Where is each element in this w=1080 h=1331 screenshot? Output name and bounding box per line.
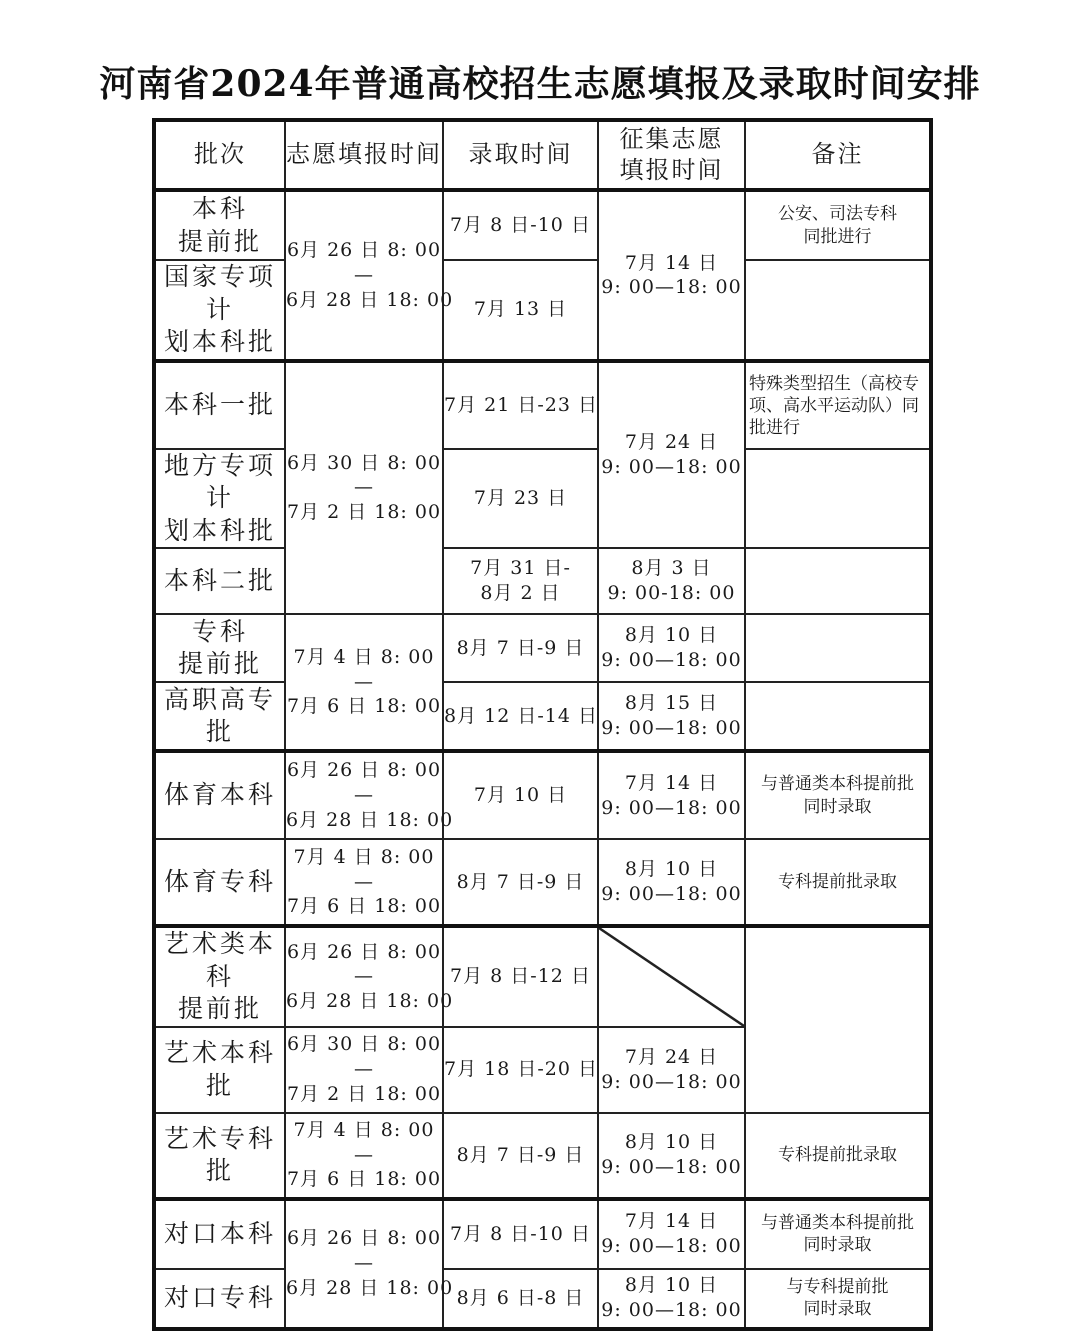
collect-hours: 9: 00—18: 00 <box>601 276 742 299</box>
note-cell-empty <box>745 260 931 361</box>
collect-time-cell <box>598 614 745 682</box>
table-row <box>154 449 931 549</box>
collect-time-cell <box>598 1027 745 1113</box>
fill-end: 6月 28 日 18: 00 <box>286 1276 454 1299</box>
collect-hours: 9: 00—18: 00 <box>601 1235 742 1257</box>
fill-end: 7月 2 日 18: 00 <box>286 1082 442 1105</box>
fill-start: 6月 26 日 8: 00 <box>286 759 442 782</box>
page-title: 河南省2024年普通高校招生志愿填报及录取时间安排 <box>99 63 981 105</box>
collect-date: 8月 15 日 <box>624 692 719 715</box>
note-cell: 特殊类型招生（高校专项、高水平运动队）同批进行 <box>745 361 931 449</box>
collect-hours: 9: 00—18: 00 <box>601 796 742 819</box>
collect-date: 8月 3 日 <box>631 557 712 580</box>
collect-date: 8月 10 日 <box>624 858 719 881</box>
collect-time-cell <box>598 1269 745 1329</box>
batch-cell: 体育本科 <box>154 751 285 839</box>
collect-date: 7月 14 日 <box>624 771 719 794</box>
admit-time-cell: 8月 7 日-9 日 <box>443 614 598 682</box>
batch-cell <box>154 260 285 361</box>
fill-time-cell <box>285 1027 443 1113</box>
fill-dash: — <box>354 965 374 988</box>
fill-start: 6月 26 日 8: 00 <box>286 1227 442 1250</box>
admit-time-cell: 7月 23 日 <box>443 449 598 549</box>
note-line: 与普通类本科提前批 <box>761 1212 914 1233</box>
note-cell <box>745 1269 931 1329</box>
header-fill-time: 志愿填报时间 <box>285 120 443 190</box>
table-row <box>154 1199 931 1269</box>
collect-hours: 9: 00-18: 00 <box>607 582 736 604</box>
admit-time-cell: 7月 8 日-12 日 <box>443 926 598 1027</box>
fill-dash: — <box>354 1252 374 1275</box>
table-row <box>154 682 931 751</box>
table-row <box>154 839 931 926</box>
note-line: 同时录取 <box>803 796 872 817</box>
batch-cell: 本科二批 <box>154 548 285 614</box>
batch-cell: 对口本科 <box>154 1199 285 1269</box>
fill-time-cell <box>285 614 443 751</box>
note-cell: 专科提前批录取 <box>745 839 931 926</box>
admit-time-cell: 8月 12 日-14 日 <box>443 682 598 751</box>
collect-hours: 9: 00—18: 00 <box>601 883 742 905</box>
collect-hours: 9: 00—18: 00 <box>601 1299 742 1321</box>
fill-dash: — <box>354 670 374 693</box>
collect-date: 8月 10 日 <box>624 1274 719 1297</box>
fill-time-cell <box>285 839 443 926</box>
collect-date: 8月 10 日 <box>624 1131 719 1154</box>
note-cell: 专科提前批录取 <box>745 1113 931 1199</box>
batch-line: 提前批 <box>177 226 262 256</box>
table-row <box>154 1113 931 1199</box>
admit-time-cell: 7月 18 日-20 日 <box>443 1027 598 1113</box>
note-cell-empty <box>745 548 931 614</box>
batch-cell: 对口专科 <box>154 1269 285 1329</box>
admit-time-cell: 8月 7 日-9 日 <box>443 839 598 926</box>
note-cell <box>745 1199 931 1269</box>
collect-time-cell <box>598 548 745 614</box>
admit-time-cell: 8月 7 日-9 日 <box>443 1113 598 1199</box>
fill-end: 7月 2 日 18: 00 <box>286 501 442 524</box>
collect-date: 7月 14 日 <box>624 251 719 274</box>
note-line: 公安、司法专科 <box>778 204 897 225</box>
collect-time-cell <box>598 1113 745 1199</box>
batch-cell <box>154 614 285 682</box>
fill-start: 6月 26 日 8: 00 <box>286 940 442 963</box>
fill-time-cell <box>285 190 454 361</box>
admit-line: 7月 31 日- <box>470 557 571 580</box>
collect-hours: 9: 00—18: 00 <box>601 649 742 671</box>
collect-time-cell <box>598 361 745 549</box>
batch-line: 本科 <box>191 194 248 223</box>
table-row <box>154 548 931 614</box>
collect-hours: 9: 00—18: 00 <box>601 455 742 478</box>
admit-time-cell: 7月 13 日 <box>443 260 598 361</box>
fill-start: 7月 4 日 8: 00 <box>293 845 435 868</box>
fill-end: 6月 28 日 18: 00 <box>286 808 454 831</box>
fill-dash: — <box>354 1143 374 1166</box>
batch-cell: 体育专科 <box>154 839 285 926</box>
fill-dash: — <box>354 476 374 499</box>
table-row <box>154 361 931 449</box>
fill-dash: — <box>354 870 374 893</box>
table-row <box>154 751 931 839</box>
collect-date: 8月 10 日 <box>624 624 719 647</box>
table-row <box>154 190 931 260</box>
fill-end: 6月 28 日 18: 00 <box>286 288 454 311</box>
header-batch: 批次 <box>154 120 285 190</box>
note-cell-empty <box>745 449 931 549</box>
header-collect-time <box>598 120 745 190</box>
batch-cell: 本科一批 <box>154 361 285 449</box>
batch-cell: 艺术本科批 <box>154 1027 285 1113</box>
batch-line: 地方专项计 <box>163 450 276 512</box>
collect-time-cell <box>598 839 745 926</box>
collect-hours: 9: 00—18: 00 <box>601 717 742 739</box>
batch-cell <box>154 449 285 549</box>
fill-start: 6月 26 日 8: 00 <box>286 239 442 262</box>
note-line: 与普通类本科提前批 <box>761 774 914 795</box>
collect-date: 7月 14 日 <box>624 1210 719 1233</box>
admit-time-cell: 7月 10 日 <box>443 751 598 839</box>
diagonal-slash-cell <box>598 926 745 1027</box>
note-line: 同时录取 <box>803 1299 872 1319</box>
note-cell <box>745 190 931 260</box>
batch-cell <box>154 190 285 260</box>
note-line: 同时录取 <box>803 1235 872 1255</box>
collect-date: 7月 24 日 <box>624 431 719 454</box>
fill-start: 6月 30 日 8: 00 <box>286 1033 442 1056</box>
batch-line: 划本科批 <box>163 327 276 356</box>
admit-line: 8月 2 日 <box>480 582 561 604</box>
table-row <box>154 260 931 361</box>
note-cell-empty <box>745 614 931 682</box>
note-cell-empty <box>745 682 931 751</box>
batch-cell: 高职高专批 <box>154 682 285 751</box>
batch-line: 艺术类本科 <box>163 929 276 991</box>
batch-cell: 艺术专科批 <box>154 1113 285 1199</box>
fill-start: 7月 4 日 8: 00 <box>293 645 435 668</box>
admit-time-cell: 8月 6 日-8 日 <box>443 1269 598 1329</box>
fill-time-cell <box>285 361 443 615</box>
fill-time-cell <box>285 1199 454 1329</box>
note-line: 与专科提前批 <box>786 1276 889 1297</box>
table-header-row <box>154 120 931 190</box>
collect-time-cell <box>598 751 745 839</box>
batch-cell <box>154 926 285 1027</box>
batch-line: 提前批 <box>177 994 262 1023</box>
fill-end: 7月 6 日 18: 00 <box>286 695 442 718</box>
batch-line: 国家专项计 <box>163 262 276 324</box>
fill-dash: — <box>354 263 374 286</box>
admit-time-cell <box>443 548 598 614</box>
batch-line: 划本科批 <box>163 515 276 545</box>
header-admit-time: 录取时间 <box>443 120 598 190</box>
collect-hours: 9: 00—18: 00 <box>601 1156 742 1178</box>
batch-line: 专科 <box>191 616 248 646</box>
admit-time-cell: 7月 8 日-10 日 <box>443 190 598 260</box>
schedule-table <box>152 118 933 1331</box>
fill-time-cell <box>285 751 454 839</box>
collect-time-cell <box>598 190 745 361</box>
fill-end: 7月 6 日 18: 00 <box>286 895 442 918</box>
note-line: 同批进行 <box>803 226 872 247</box>
table-row <box>154 1269 931 1329</box>
admit-time-cell: 7月 8 日-10 日 <box>443 1199 598 1269</box>
fill-end: 7月 6 日 18: 00 <box>286 1168 442 1191</box>
header-note: 备注 <box>745 120 931 190</box>
collect-time-cell <box>598 682 745 751</box>
collect-date: 7月 24 日 <box>624 1045 719 1068</box>
note-cell <box>745 751 931 839</box>
note-cell-empty <box>745 926 931 1113</box>
fill-dash: — <box>354 1058 374 1081</box>
fill-time-cell <box>285 926 454 1027</box>
collect-time-cell <box>598 1199 745 1269</box>
table-row <box>154 926 931 1027</box>
header-collect-line1: 征集志愿 <box>619 124 724 153</box>
admit-time-cell: 7月 21 日-23 日 <box>443 361 598 449</box>
batch-line: 提前批 <box>177 649 262 678</box>
fill-end: 6月 28 日 18: 00 <box>286 990 454 1013</box>
table-row <box>154 614 931 682</box>
fill-start: 6月 30 日 8: 00 <box>286 451 442 474</box>
fill-time-cell <box>285 1113 443 1199</box>
fill-dash: — <box>354 784 374 807</box>
header-collect-line2: 填报时间 <box>619 156 724 184</box>
fill-start: 7月 4 日 8: 00 <box>293 1118 435 1141</box>
collect-hours: 9: 00—18: 00 <box>601 1070 742 1093</box>
